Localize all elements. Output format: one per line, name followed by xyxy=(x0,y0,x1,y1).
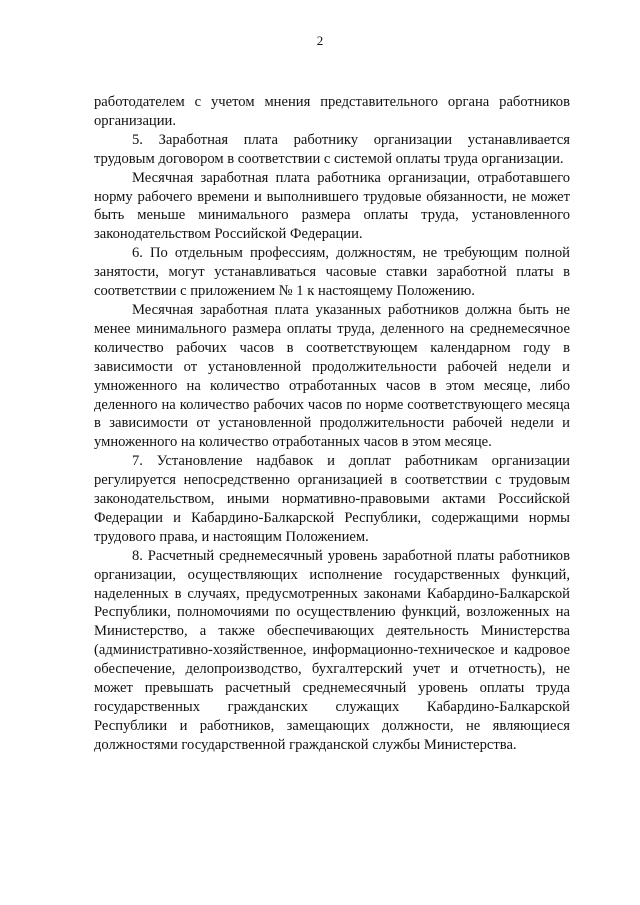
paragraph-clause-8: 8. Расчетный среднемесячный уровень заработной платы работников организации, осуществляющих исполнение государственных функций, наделенных в случаях, предусмотренных законами Кабардино-Балкарской Республики, полномочиями по осуществлению функций, возложенных на Министерство, а также обеспечивающих деятельность Министерства (административно-хозяйственное, информационно-техническое и кадровое обеспечение, делопроизводство, бухгалтерский учет и отчетность), не может превышать расчетный среднемесячный уровень оплаты труда государственных гражданских служащих Кабардино-Балкарской Республики и работников, замещающих должности, не являющиеся должностями государственной гражданской службы Министерства. xyxy=(94,547,570,753)
paragraph-monthly-salary-hourly: Месячная заработная плата указанных работников должна быть не менее минимального размера оплаты труда, деленного на среднемесячное количество рабочих часов в соответствующем календарном году в зависимости от установленной продолжительности рабочей недели и умноженного на количество отработанных часов в этом месяце, либо деленного на количество рабочих часов по норме соответствующего месяца в зависимости от установленной продолжительности рабочей недели и умноженного на количество отработанных часов в этом месяце. xyxy=(94,301,570,451)
paragraph-monthly-salary: Месячная заработная плата работника организации, отработавшего норму рабочего времени и выполнившего трудовые обязанности, не может быть меньше минимального размера оплаты труда, установленного законодательством Российской Федерации. xyxy=(94,169,570,243)
paragraph-continuation: работодателем с учетом мнения представительного органа работников организации. xyxy=(94,94,570,129)
page-number: 2 xyxy=(316,33,324,48)
paragraph-clause-5: 5. Заработная плата работнику организации устанавливается трудовым договором в соответствии с системой оплаты труда организации. xyxy=(94,131,570,167)
document-body xyxy=(94,93,570,755)
paragraph-clause-7: 7. Установление надбавок и доплат работникам организации регулируется непосредственно организацией в соответствии с трудовым законодательством, иными нормативно-правовыми актами Российской Федерации и Кабардино-Балкарской Республики, содержащими нормы трудового права, и настоящим Положением. xyxy=(94,453,570,545)
paragraph-clause-6: 6. По отдельным профессиям, должностям, не требующим полной занятости, могут устанавливаться часовые ставки заработной платы в соответствии с приложением № 1 к настоящему Положению. xyxy=(94,245,570,300)
